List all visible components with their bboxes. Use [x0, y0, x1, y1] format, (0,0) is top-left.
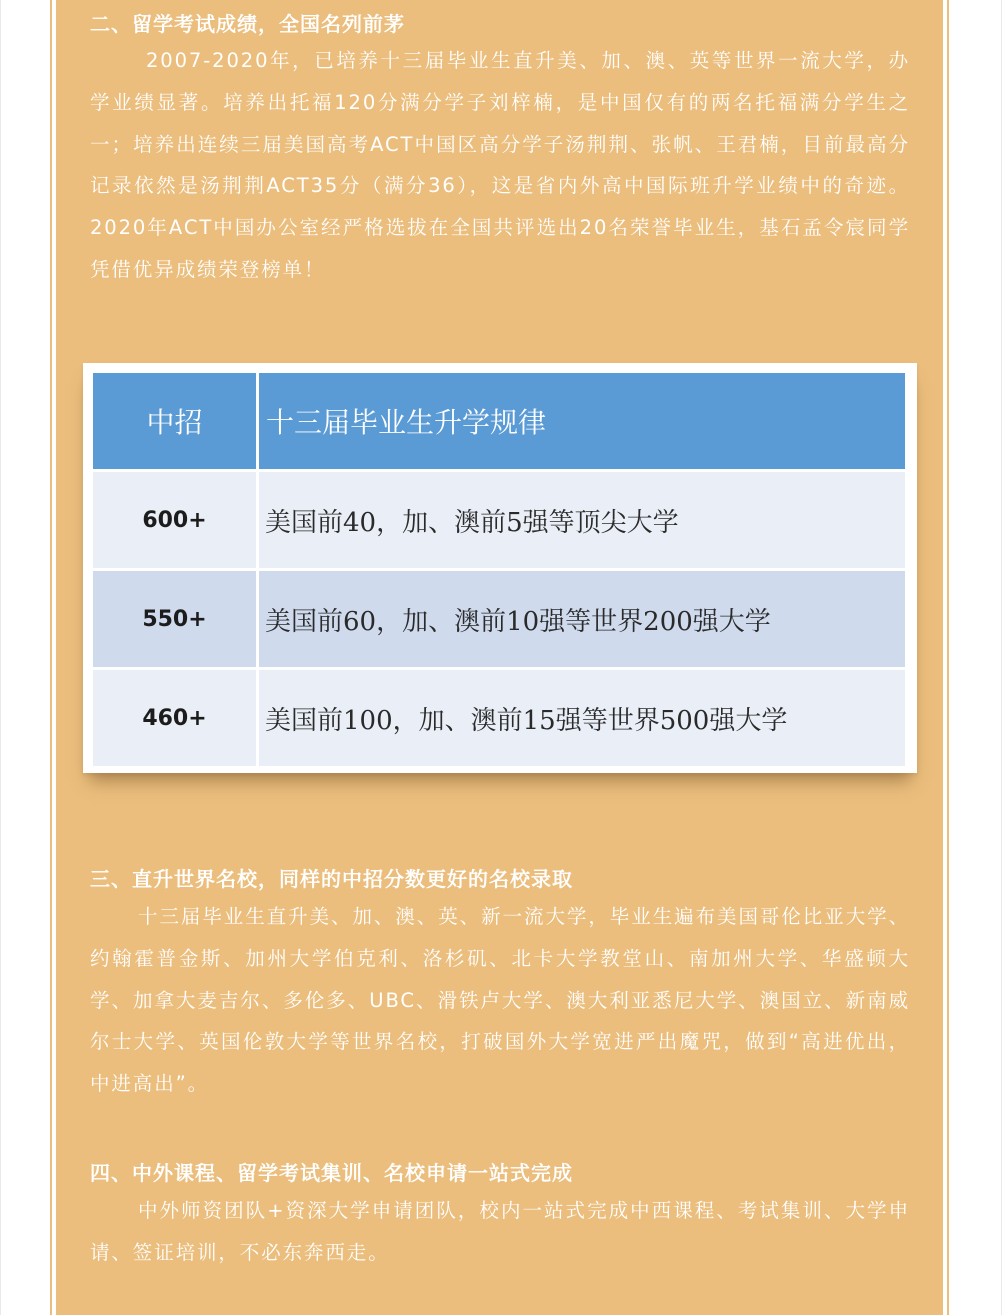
- row-score: 550+: [93, 571, 259, 670]
- admission-table-card: [83, 363, 917, 773]
- header-rule: 十三届毕业生升学规律: [259, 373, 905, 472]
- row-score: 600+: [93, 472, 259, 571]
- table-row: [93, 472, 905, 571]
- page-edge-right: [1001, 0, 1002, 1315]
- panel-rail-right: [947, 0, 949, 1315]
- section2-heading: 二、留学考试成绩，全国名列前茅: [90, 12, 405, 36]
- section3-heading: 三、直升世界名校，同样的中招分数更好的名校录取: [90, 867, 573, 891]
- table-row: [93, 571, 905, 670]
- page-edge-left: [0, 0, 1, 1315]
- section2-body: 2007-2020年，已培养十三届毕业生直升美、加、澳、英等世界一流大学，办学业绩显著。培养出托福120分满分学子刘梓楠，是中国仅有的两名托福满分学生之一；培养出连续三届美国高考ACT中国区高分学子汤荆荆、张帆、王君楠，目前最高分记录依然是汤荆荆ACT35分（满分36），这是省内外高中国际班升学业绩中的奇迹。2020年ACT中国办公室经严格选拔在全国共评选出20名荣誉毕业生，基石孟令宸同学凭借优异成绩荣登榜单！: [90, 49, 910, 281]
- row-score: 460+: [93, 670, 259, 766]
- section3-body: 十三届毕业生直升美、加、澳、英、新一流大学，毕业生遍布美国哥伦比亚大学、约翰霍普金斯、加州大学伯克利、洛杉矶、北卡大学教堂山、南加州大学、华盛顿大学、加拿大麦吉尔、多伦多、UBC、滑铁卢大学、澳大利亚悉尼大学、澳国立、新南威尔士大学、英国伦敦大学等世界名校，打破国外大学宽进严出魔咒，做到“高进优出，中进高出”。: [90, 905, 910, 1096]
- row-rule: 美国前40，加、澳前5强等顶尖大学: [259, 472, 905, 571]
- admission-table: [93, 373, 905, 766]
- row-rule: 美国前100，加、澳前15强等世界500强大学: [259, 670, 905, 766]
- row-rule: 美国前60，加、澳前10强等世界200强大学: [259, 571, 905, 670]
- table-row: [93, 670, 905, 766]
- panel-rail-left: [50, 0, 52, 1315]
- section4-body: 中外师资团队+资深大学申请团队，校内一站式完成中西课程、考试集训、大学申请、签证培训，不必东奔西走。: [90, 1199, 910, 1264]
- section4-heading: 四、中外课程、留学考试集训、名校申请一站式完成: [90, 1161, 573, 1185]
- table-header-row: [93, 373, 905, 472]
- header-score: 中招: [93, 373, 259, 472]
